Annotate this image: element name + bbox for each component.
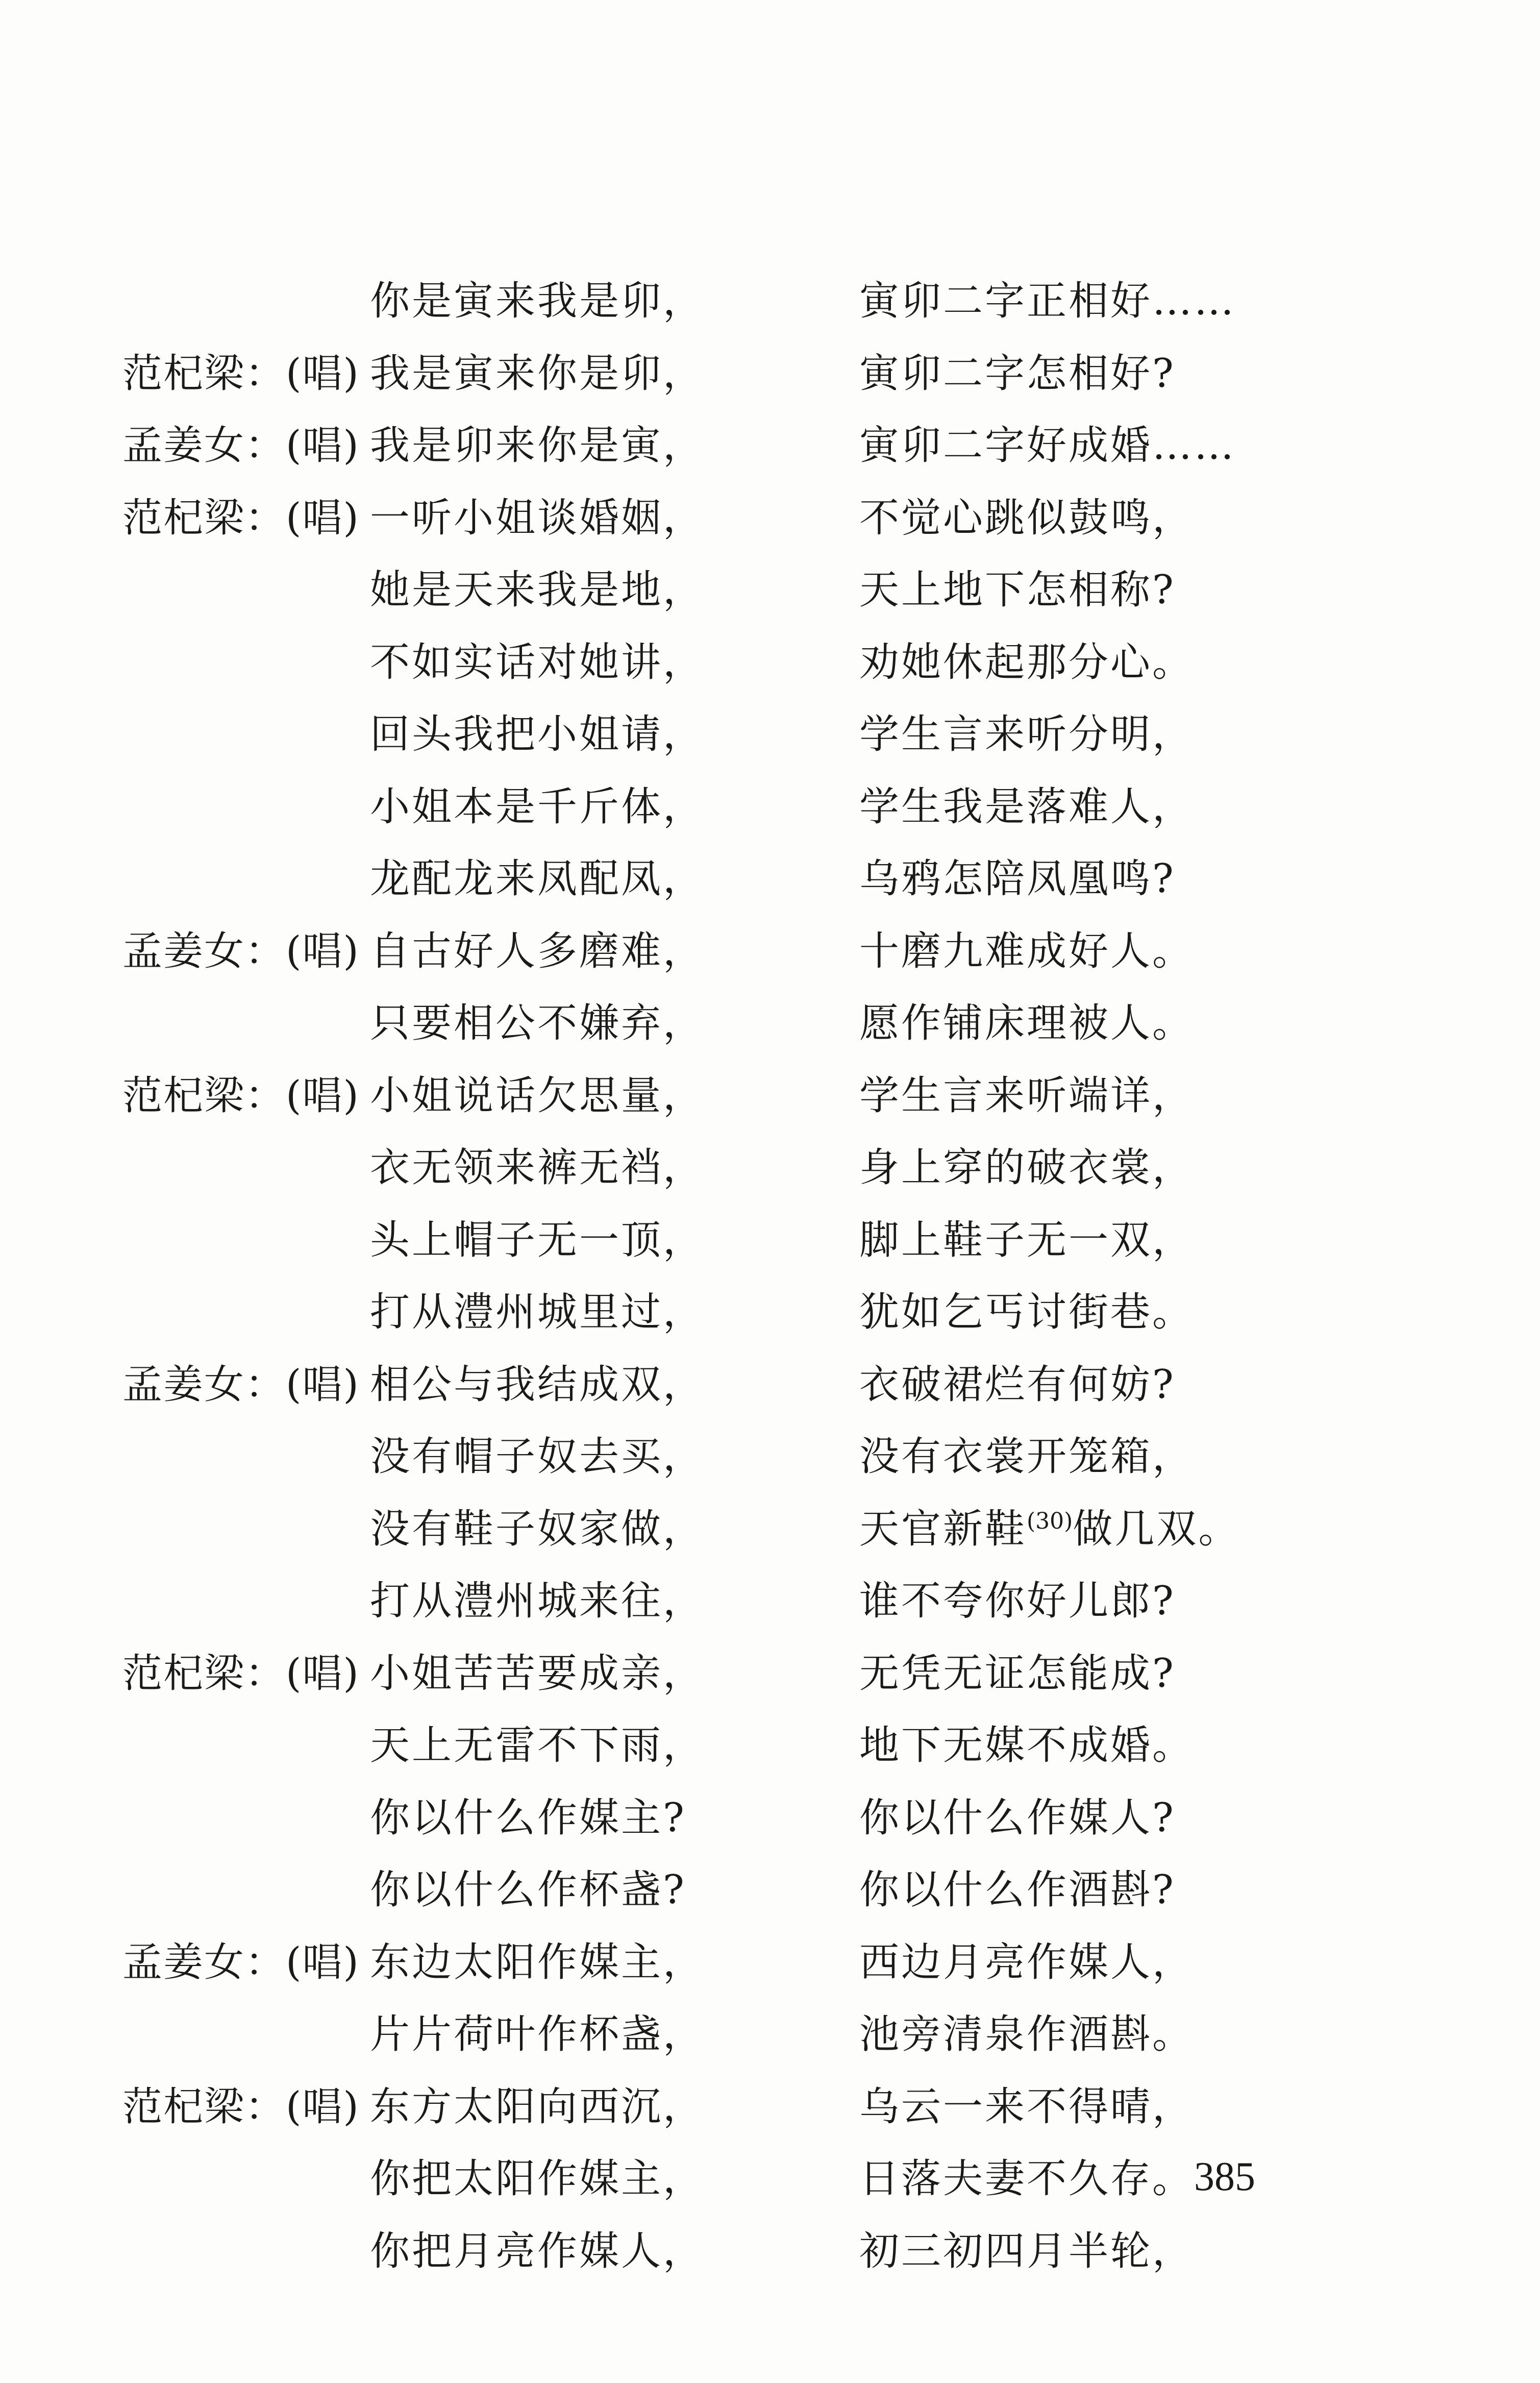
speaker-label: 范杞梁：(唱) bbox=[122, 495, 360, 541]
verse-second-half bbox=[859, 2216, 1194, 2288]
verse-line bbox=[122, 1927, 1296, 1999]
verse-second-half bbox=[859, 2071, 1194, 2144]
verse-first-half: 天上无雷不下雨， bbox=[370, 1723, 705, 1768]
verse-second-half bbox=[859, 482, 1194, 555]
verse-second-half bbox=[859, 1205, 1194, 1277]
speaker-label: 孟姜女：(唱) bbox=[122, 423, 360, 469]
verse-second-text: 衣破裙烂有何妨? bbox=[859, 1361, 1176, 1408]
verse-second-text: 没有衣裳开笼箱， bbox=[859, 1434, 1195, 1480]
verse-line bbox=[122, 1205, 1296, 1277]
verse-second-half bbox=[859, 338, 1176, 410]
verse-first-half: 你以什么作媒主? bbox=[370, 1795, 686, 1841]
verse-first-half: 相公与我结成双， bbox=[370, 1361, 705, 1408]
verse-first-half: 打从澧州城来往， bbox=[370, 1578, 705, 1624]
page-number: 385 bbox=[1194, 2154, 1255, 2199]
footnote-marker: (30) bbox=[1027, 1508, 1073, 1534]
verse-second-half bbox=[859, 1060, 1194, 1133]
verse-first-half: 小姐说话欠思量， bbox=[370, 1072, 705, 1119]
verse-second-half bbox=[859, 1710, 1194, 1782]
verse-line bbox=[122, 410, 1296, 482]
verse-first-half: 小姐本是千斤体， bbox=[370, 783, 705, 830]
verse-line bbox=[122, 699, 1296, 771]
verse-line bbox=[122, 843, 1296, 916]
verse-second-half bbox=[859, 627, 1194, 699]
verse-second-text: 不觉心跳似鼓鸣， bbox=[859, 495, 1195, 541]
verse-first-half: 东方太阳向西沉， bbox=[370, 2083, 705, 2130]
verse-second-text: 寅卯二字好成婚…… bbox=[859, 423, 1236, 469]
verse-second-text: 十磨九难成好人。 bbox=[859, 928, 1195, 974]
verse-second-text: 地下无媒不成婚。 bbox=[859, 1723, 1195, 1768]
verse-line bbox=[122, 1132, 1296, 1205]
verse-first-half: 龙配龙来凤配凤， bbox=[370, 856, 705, 902]
verse-second-half bbox=[859, 265, 1236, 338]
verse-second-half bbox=[859, 1999, 1194, 2071]
verse-first-half: 小姐苦苦要成亲， bbox=[370, 1650, 705, 1697]
verse-line bbox=[122, 1638, 1296, 1710]
verse-second-text: 你以什么作媒人? bbox=[859, 1795, 1176, 1841]
verse-line bbox=[122, 554, 1296, 627]
verse-first-half: 回头我把小姐请， bbox=[370, 711, 705, 757]
verse-line bbox=[122, 1782, 1296, 1855]
verse-line bbox=[122, 2071, 1296, 2144]
verse-first-half: 我是寅来你是卯， bbox=[370, 350, 705, 397]
verse-line bbox=[122, 771, 1296, 844]
verse-second-half bbox=[859, 2143, 1194, 2216]
verse-line bbox=[122, 1421, 1296, 1493]
verse-block bbox=[122, 265, 1296, 2288]
verse-first-half: 头上帽子无一顶， bbox=[370, 1217, 705, 1263]
verse-second-text: 脚上鞋子无一双， bbox=[859, 1217, 1195, 1263]
verse-second-text: 犹如乞丐讨街巷。 bbox=[859, 1289, 1195, 1335]
verse-second-half bbox=[859, 1638, 1176, 1710]
speaker-label: 范杞梁：(唱) bbox=[122, 2083, 360, 2130]
verse-line bbox=[122, 1710, 1296, 1782]
verse-line bbox=[122, 627, 1296, 699]
verse-second-text: 寅卯二字怎相好? bbox=[859, 350, 1176, 397]
speaker-label: 范杞梁：(唱) bbox=[122, 1650, 360, 1697]
verse-second-half bbox=[859, 916, 1194, 988]
verse-line bbox=[122, 1854, 1296, 1927]
speaker-label: 孟姜女：(唱) bbox=[122, 1939, 360, 1985]
verse-second-text: 池旁清泉作酒斟。 bbox=[859, 2011, 1195, 2057]
verse-second-text: 天上地下怎相称? bbox=[859, 567, 1176, 613]
verse-second-half bbox=[859, 1927, 1194, 1999]
verse-first-half: 东边太阳作媒主， bbox=[370, 1939, 705, 1985]
verse-first-half: 我是卯来你是寅， bbox=[370, 423, 705, 469]
verse-second-text: 谁不夸你好儿郎? bbox=[859, 1578, 1176, 1624]
verse-first-half: 片片荷叶作杯盏， bbox=[370, 2011, 705, 2057]
verse-line bbox=[122, 1349, 1296, 1421]
verse-first-half: 不如实话对她讲， bbox=[370, 639, 705, 685]
verse-line bbox=[122, 1565, 1296, 1638]
verse-line bbox=[122, 988, 1296, 1060]
verse-second-text-after-note: 做几双。 bbox=[1073, 1506, 1240, 1552]
verse-second-half bbox=[859, 1854, 1176, 1927]
verse-second-text: 学生我是落难人， bbox=[859, 783, 1195, 830]
verse-line bbox=[122, 916, 1296, 988]
verse-line bbox=[122, 2216, 1296, 2288]
verse-first-half: 衣无领来裤无裆， bbox=[370, 1145, 705, 1191]
verse-second-text: 劝她休起那分心。 bbox=[859, 639, 1195, 685]
verse-first-half: 只要相公不嫌弃， bbox=[370, 1000, 705, 1046]
verse-second-half bbox=[859, 1782, 1176, 1855]
verse-second-half bbox=[859, 771, 1194, 844]
verse-line bbox=[122, 1060, 1296, 1133]
speaker-label: 范杞梁：(唱) bbox=[122, 1072, 360, 1119]
verse-first-half: 她是天来我是地， bbox=[370, 567, 705, 613]
verse-first-half: 没有帽子奴去买， bbox=[370, 1434, 705, 1480]
verse-second-text: 身上穿的破衣裳， bbox=[859, 1145, 1195, 1191]
verse-second-half bbox=[859, 1276, 1194, 1349]
verse-line bbox=[122, 1493, 1296, 1566]
verse-second-half bbox=[859, 1349, 1176, 1421]
verse-line bbox=[122, 338, 1296, 410]
verse-second-text: 寅卯二字正相好…… bbox=[859, 278, 1236, 324]
verse-second-text: 愿作铺床理被人。 bbox=[859, 1000, 1195, 1046]
verse-line bbox=[122, 2143, 1296, 2216]
verse-second-text: 乌鸦怎陪凤凰鸣? bbox=[859, 856, 1176, 902]
verse-second-half bbox=[859, 1421, 1194, 1493]
verse-second-text: 学生言来听端详， bbox=[859, 1072, 1195, 1119]
verse-second-half bbox=[859, 1565, 1176, 1638]
verse-first-half: 你是寅来我是卯， bbox=[370, 278, 705, 324]
verse-second-text: 天官新鞋 bbox=[859, 1506, 1027, 1552]
verse-second-half bbox=[859, 1493, 1240, 1566]
verse-second-half bbox=[859, 699, 1194, 771]
verse-second-half bbox=[859, 988, 1194, 1060]
verse-second-text: 无凭无证怎能成? bbox=[859, 1650, 1176, 1697]
verse-second-text: 日落夫妻不久存。 bbox=[859, 2156, 1195, 2202]
speaker-label: 孟姜女：(唱) bbox=[122, 1361, 360, 1408]
verse-line bbox=[122, 265, 1296, 338]
verse-line bbox=[122, 1276, 1296, 1349]
verse-first-half: 没有鞋子奴家做， bbox=[370, 1506, 705, 1552]
verse-line bbox=[122, 482, 1296, 555]
verse-second-half bbox=[859, 410, 1236, 482]
verse-first-half: 自古好人多磨难， bbox=[370, 928, 705, 974]
verse-first-half: 你以什么作杯盏? bbox=[370, 1867, 686, 1913]
verse-second-text: 你以什么作酒斟? bbox=[859, 1867, 1176, 1913]
verse-second-text: 学生言来听分明， bbox=[859, 711, 1195, 757]
verse-second-text: 西边月亮作媒人， bbox=[859, 1939, 1195, 1985]
speaker-label: 范杞梁：(唱) bbox=[122, 350, 360, 397]
verse-second-half bbox=[859, 554, 1176, 627]
verse-second-half bbox=[859, 843, 1176, 916]
verse-second-text: 乌云一来不得晴， bbox=[859, 2083, 1195, 2130]
verse-line bbox=[122, 1999, 1296, 2071]
verse-second-half bbox=[859, 1132, 1194, 1205]
verse-first-half: 你把太阳作媒主， bbox=[370, 2156, 705, 2202]
speaker-label: 孟姜女：(唱) bbox=[122, 928, 360, 974]
verse-first-half: 一听小姐谈婚姻， bbox=[370, 495, 705, 541]
verse-first-half: 打从澧州城里过， bbox=[370, 1289, 705, 1335]
verse-second-text: 初三初四月半轮， bbox=[859, 2228, 1195, 2274]
verse-first-half: 你把月亮作媒人， bbox=[370, 2228, 705, 2274]
